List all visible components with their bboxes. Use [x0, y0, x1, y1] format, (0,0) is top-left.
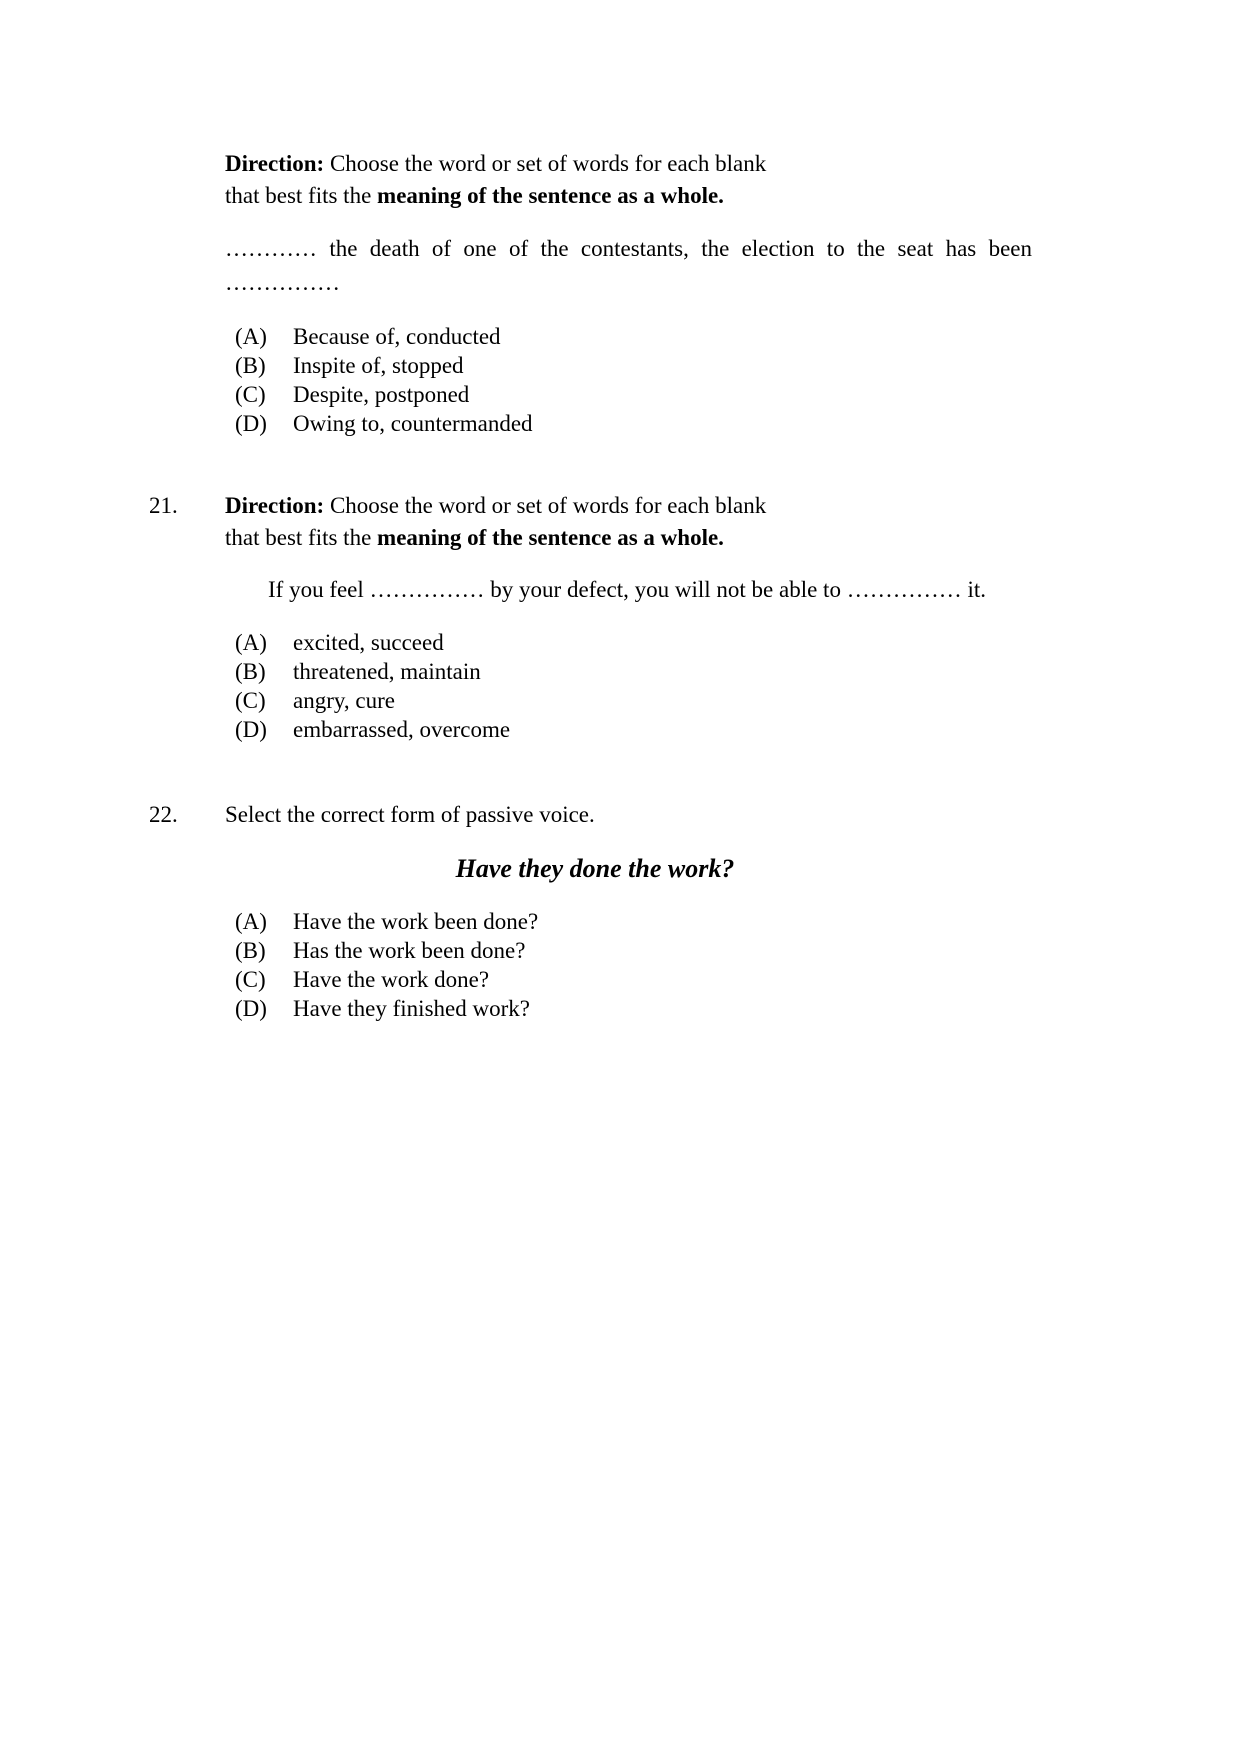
option-letter: (D) [235, 411, 267, 436]
direction-bold: meaning of the sentence as a whole. [377, 525, 724, 550]
option-letter: (B) [235, 353, 266, 378]
question-body [225, 148, 1045, 438]
option-d [225, 994, 1045, 1023]
option-b [225, 936, 1045, 965]
option-a [225, 628, 1045, 657]
option-text: Inspite of, stopped [293, 353, 464, 378]
direction-line-1 [225, 148, 1045, 180]
option-text: angry, cure [293, 688, 395, 713]
direction-line-2 [225, 180, 1045, 212]
option-text: excited, succeed [293, 630, 444, 655]
option-a [225, 322, 1045, 351]
option-letter: (C) [235, 688, 266, 713]
option-letter: (B) [235, 659, 266, 684]
option-b [225, 657, 1045, 686]
direction-label: Direction: [225, 151, 325, 176]
options-list [225, 628, 1045, 744]
options-list [225, 322, 1045, 438]
option-text: Despite, postponed [293, 382, 470, 407]
question-number: 21. [149, 493, 178, 518]
direction-text: Choose the word or set of words for each blank [324, 151, 767, 176]
option-c [225, 965, 1045, 994]
option-letter: (B) [235, 938, 266, 963]
option-d [225, 409, 1045, 438]
question-sentence: If you feel …………… by your defect, you will not be able to …………… it. [268, 577, 986, 602]
option-text: Have they finished work? [293, 996, 530, 1021]
option-a [225, 907, 1045, 936]
direction-line-1 [225, 490, 1045, 522]
option-letter: (A) [235, 630, 267, 655]
option-text: threatened, maintain [293, 659, 481, 684]
option-text: Have the work been done? [293, 909, 539, 934]
question-instruction: Select the correct form of passive voice. [225, 802, 595, 827]
direction-text: Choose the word or set of words for each blank [324, 493, 767, 518]
question-number: 22. [149, 802, 178, 827]
option-letter: (D) [235, 717, 267, 742]
direction-label: Direction: [225, 493, 325, 518]
direction-text: that best fits the [225, 183, 378, 208]
option-text: Have the work done? [293, 967, 490, 992]
option-letter: (A) [235, 909, 267, 934]
option-text: Has the work been done? [293, 938, 526, 963]
option-letter: (A) [235, 324, 267, 349]
question-body [225, 490, 1045, 744]
question-body [225, 799, 1045, 1023]
option-letter: (D) [235, 996, 267, 1021]
option-letter: (C) [235, 967, 266, 992]
option-c [225, 380, 1045, 409]
question-sentence: ………… the death of one of the contestants, the election to the seat has been …………… [225, 236, 1032, 295]
option-text: embarrassed, overcome [293, 717, 511, 742]
option-b [225, 351, 1045, 380]
question-sentence: Have they done the work? [455, 854, 735, 883]
direction-line-2 [225, 522, 1045, 554]
option-letter: (C) [235, 382, 266, 407]
option-d [225, 715, 1045, 744]
option-text: Because of, conducted [293, 324, 501, 349]
direction-bold: meaning of the sentence as a whole. [377, 183, 724, 208]
direction-text: that best fits the [225, 525, 378, 550]
options-list [225, 907, 1045, 1023]
option-c [225, 686, 1045, 715]
option-text: Owing to, countermanded [293, 411, 533, 436]
